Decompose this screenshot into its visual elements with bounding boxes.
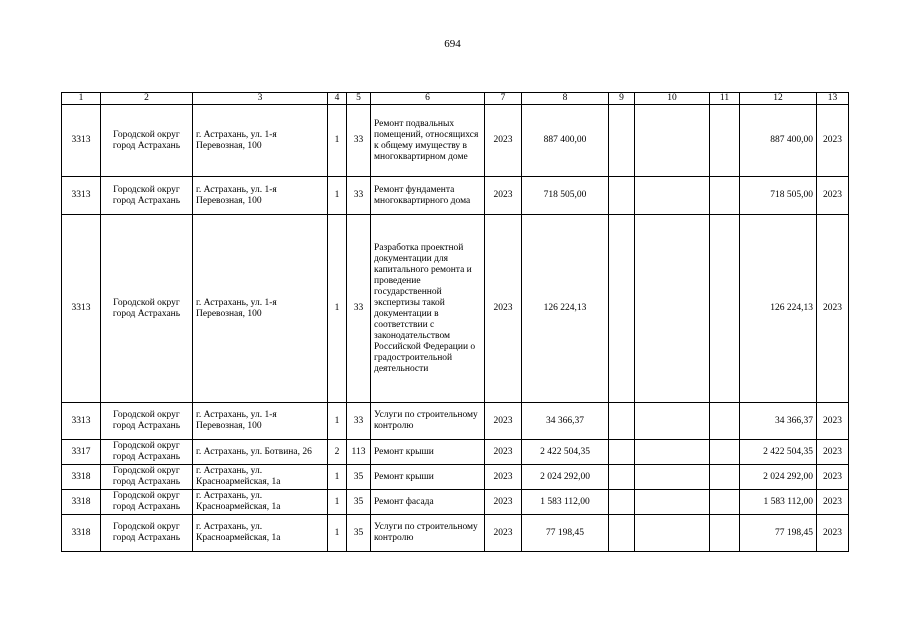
table-row [62,215,849,403]
column-header: 9 [609,93,635,105]
table-cell-col-9 [609,215,635,403]
table-cell-col-12: 2 024 292,00 [740,465,817,490]
table-cell-col-6: Ремонт фасада [371,490,485,515]
table-cell-col-3: г. Астрахань, ул. 1-я Перевозная, 100 [193,105,328,177]
table-cell-col-1: 3318 [62,515,101,552]
column-header: 13 [817,93,849,105]
column-header: 8 [522,93,609,105]
table-cell-col-10 [635,440,710,465]
column-header: 4 [328,93,347,105]
table-cell-col-13: 2023 [817,440,849,465]
table-cell-col-1: 3313 [62,105,101,177]
table-cell-col-10 [635,177,710,215]
table-cell-col-9 [609,440,635,465]
table-cell-col-6: Ремонт подвальных помещений, относящихся к общему имуществу в многоквартирном доме [371,105,485,177]
table-cell-col-12: 718 505,00 [740,177,817,215]
table-cell-col-4: 1 [328,465,347,490]
table-cell-col-2: Городской округ город Астрахань [101,515,193,552]
table-cell-col-12: 126 224,13 [740,215,817,403]
column-header: 1 [62,93,101,105]
table-cell-col-7: 2023 [485,403,522,440]
table-cell-col-8: 887 400,00 [522,105,609,177]
table-cell-col-4: 1 [328,105,347,177]
column-header: 12 [740,93,817,105]
table-cell-col-3: г. Астрахань, ул. Красноармейская, 1а [193,465,328,490]
table-cell-col-1: 3313 [62,215,101,403]
table-cell-col-12: 77 198,45 [740,515,817,552]
table-cell-col-11 [710,440,740,465]
table-cell-col-5: 33 [347,215,371,403]
table-cell-col-9 [609,177,635,215]
column-header: 5 [347,93,371,105]
table-row [62,490,849,515]
table-cell-col-1: 3317 [62,440,101,465]
table-cell-col-5: 33 [347,403,371,440]
table-cell-col-5: 33 [347,177,371,215]
table-cell-col-11 [710,215,740,403]
table-cell-col-2: Городской округ город Астрахань [101,403,193,440]
table-cell-col-7: 2023 [485,440,522,465]
table-cell-col-1: 3318 [62,465,101,490]
table-cell-col-7: 2023 [485,465,522,490]
table-cell-col-1: 3313 [62,403,101,440]
table-cell-col-2: Городской округ город Астрахань [101,490,193,515]
table-row [62,465,849,490]
table-cell-col-4: 1 [328,215,347,403]
table-cell-col-11 [710,490,740,515]
table-cell-col-13: 2023 [817,403,849,440]
table-cell-col-9 [609,490,635,515]
column-header: 10 [635,93,710,105]
table-cell-col-9 [609,465,635,490]
table-row [62,403,849,440]
table-cell-col-5: 33 [347,105,371,177]
table-cell-col-8: 126 224,13 [522,215,609,403]
table-cell-col-8: 2 422 504,35 [522,440,609,465]
table-cell-col-10 [635,215,710,403]
table-cell-col-7: 2023 [485,515,522,552]
table-cell-col-4: 1 [328,403,347,440]
column-header: 6 [371,93,485,105]
table-cell-col-3: г. Астрахань, ул. Красноармейская, 1а [193,490,328,515]
table-cell-col-11 [710,177,740,215]
table-row [62,440,849,465]
table-cell-col-6: Ремонт крыши [371,440,485,465]
table-cell-col-8: 34 366,37 [522,403,609,440]
table-cell-col-7: 2023 [485,490,522,515]
table-cell-col-8: 1 583 112,00 [522,490,609,515]
table-cell-col-2: Городской округ город Астрахань [101,105,193,177]
table-cell-col-11 [710,403,740,440]
table-cell-col-1: 3313 [62,177,101,215]
table-cell-col-7: 2023 [485,105,522,177]
table-cell-col-4: 1 [328,177,347,215]
table-cell-col-3: г. Астрахань, ул. Ботвина, 26 [193,440,328,465]
table-cell-col-12: 34 366,37 [740,403,817,440]
table-cell-col-1: 3318 [62,490,101,515]
table-row [62,105,849,177]
table-cell-col-8: 2 024 292,00 [522,465,609,490]
table-cell-col-13: 2023 [817,515,849,552]
table-cell-col-2: Городской округ город Астрахань [101,465,193,490]
table-cell-col-10 [635,403,710,440]
table-cell-col-12: 2 422 504,35 [740,440,817,465]
header-row [62,93,849,105]
table-cell-col-11 [710,465,740,490]
table-cell-col-6: Разработка проектной документации для капитального ремонта и проведение государственной экспертизы такой документации в соответствии с законодательством Российской Федерации о градостроительной деятельности [371,215,485,403]
page-number: 694 [444,38,461,50]
table-cell-col-6: Ремонт крыши [371,465,485,490]
table-cell-col-4: 2 [328,440,347,465]
table-cell-col-13: 2023 [817,177,849,215]
table-cell-col-3: г. Астрахань, ул. Красноармейская, 1а [193,515,328,552]
table-cell-col-6: Услуги по строительному контролю [371,515,485,552]
table-cell-col-9 [609,515,635,552]
table-cell-col-2: Городской округ город Астрахань [101,177,193,215]
table-cell-col-6: Услуги по строительному контролю [371,403,485,440]
table-cell-col-10 [635,515,710,552]
table-cell-col-8: 718 505,00 [522,177,609,215]
table-cell-col-12: 887 400,00 [740,105,817,177]
table-cell-col-13: 2023 [817,490,849,515]
table-cell-col-5: 35 [347,515,371,552]
table-cell-col-11 [710,515,740,552]
table-cell-col-2: Городской округ город Астрахань [101,215,193,403]
table-cell-col-4: 1 [328,490,347,515]
table-cell-col-3: г. Астрахань, ул. 1-я Перевозная, 100 [193,403,328,440]
table-cell-col-10 [635,105,710,177]
table-cell-col-8: 77 198,45 [522,515,609,552]
column-header: 11 [710,93,740,105]
table-cell-col-6: Ремонт фундамента многоквартирного дома [371,177,485,215]
column-header: 3 [193,93,328,105]
table-cell-col-3: г. Астрахань, ул. 1-я Перевозная, 100 [193,177,328,215]
table-cell-col-13: 2023 [817,105,849,177]
table-cell-col-13: 2023 [817,465,849,490]
column-header: 2 [101,93,193,105]
table-cell-col-13: 2023 [817,215,849,403]
table-cell-col-7: 2023 [485,215,522,403]
table-cell-col-9 [609,105,635,177]
table-cell-col-5: 35 [347,490,371,515]
table-cell-col-10 [635,465,710,490]
table-cell-col-4: 1 [328,515,347,552]
table-row [62,515,849,552]
table-cell-col-5: 113 [347,440,371,465]
table-cell-col-11 [710,105,740,177]
data-table [61,92,849,552]
table-cell-col-12: 1 583 112,00 [740,490,817,515]
table-cell-col-2: Городской округ город Астрахань [101,440,193,465]
table-cell-col-10 [635,490,710,515]
table-row [62,177,849,215]
table-cell-col-7: 2023 [485,177,522,215]
table-cell-col-5: 35 [347,465,371,490]
column-header: 7 [485,93,522,105]
table-cell-col-3: г. Астрахань, ул. 1-я Перевозная, 100 [193,215,328,403]
table-cell-col-9 [609,403,635,440]
